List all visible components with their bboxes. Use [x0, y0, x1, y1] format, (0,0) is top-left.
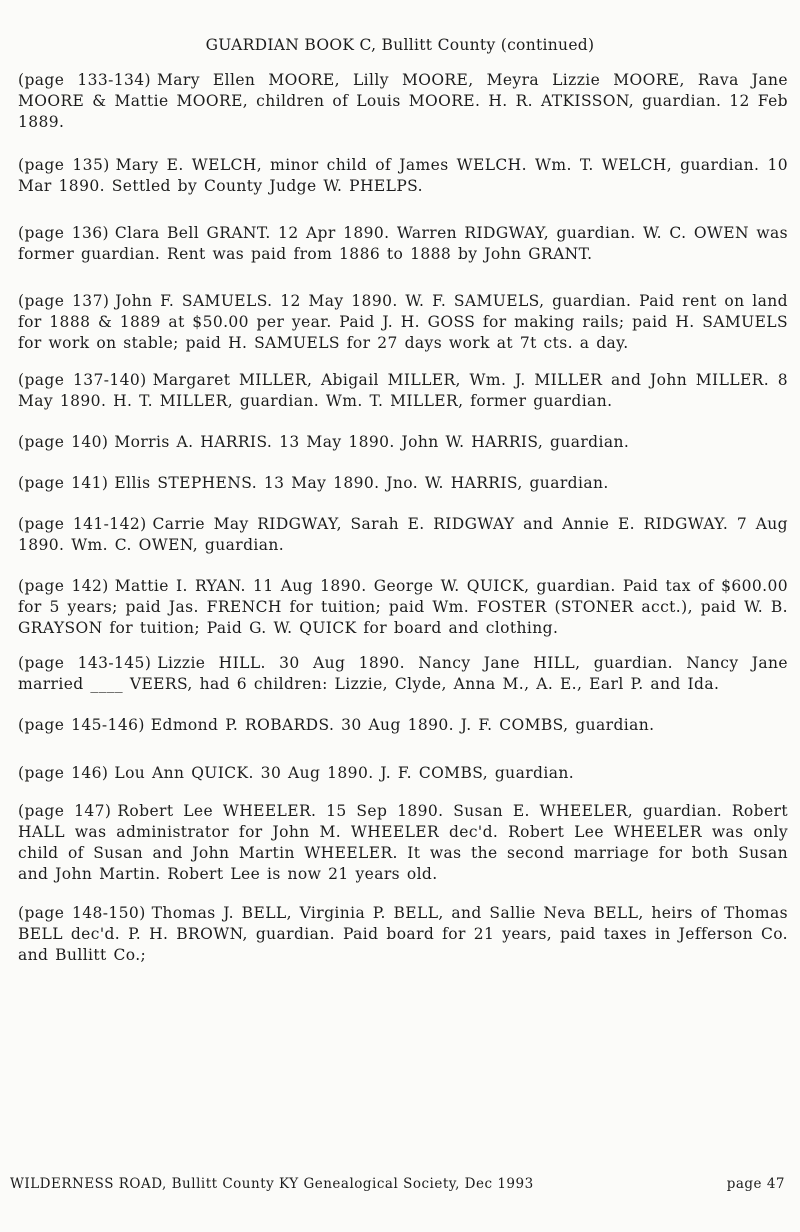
footer-page-number: page 47	[726, 1176, 785, 1192]
entry	[18, 653, 788, 695]
entry	[18, 432, 788, 453]
entry-page-ref: (page 135)	[18, 156, 110, 174]
entry	[18, 576, 788, 639]
entry-text: Edmond P. ROBARDS. 30 Aug 1890. J. F. COMBS, guardian.	[150, 716, 655, 734]
entry	[18, 763, 788, 784]
entry-text: Morris A. HARRIS. 13 May 1890. John W. HARRIS, guardian.	[114, 433, 630, 451]
entry	[18, 223, 788, 265]
entry-page-ref: (page 143-145)	[18, 654, 152, 672]
entry-text: Lizzie HILL. 30 Aug 1890. Nancy Jane HILL, guardian. Nancy Jane married ____ VEERS, had 6 children: Lizzie, Clyde, Anna M., A. E., Earl P. and Ida.	[18, 654, 788, 693]
entry	[18, 903, 788, 966]
entry-page-ref: (page 146)	[18, 764, 109, 782]
entry-page-ref: (page 140)	[18, 433, 109, 451]
entry-text: Mary E. WELCH, minor child of James WELCH. Wm. T. WELCH, guardian. 10 Mar 1890. Settled by County Judge W. PHELPS.	[18, 156, 788, 195]
entry	[18, 70, 788, 133]
entry-text: Margaret MILLER, Abigail MILLER, Wm. J. MILLER and John MILLER. 8 May 1890. H. T. MILLER, guardian. Wm. T. MILLER, former guardian.	[18, 371, 789, 410]
page-footer	[10, 1176, 785, 1192]
entry-page-ref: (page 137)	[18, 292, 110, 310]
entry-page-ref: (page 145-146)	[18, 716, 145, 734]
entry	[18, 473, 788, 494]
entry	[18, 370, 788, 412]
entry-page-ref: (page 141)	[18, 474, 109, 492]
entry-text: Robert Lee WHEELER. 15 Sep 1890. Susan E. WHEELER, guardian. Robert HALL was administrator for John M. WHEELER dec'd. Robert Lee WHEELER was only child of Susan and John Martin WHEELER. It was the second marriage for both Susan and John Martin. Robert Lee is now 21 years old.	[18, 802, 788, 883]
entry-text: Lou Ann QUICK. 30 Aug 1890. J. F. COMBS, guardian.	[114, 764, 575, 782]
footer-publication: WILDERNESS ROAD, Bullitt County KY Genealogical Society, Dec 1993	[10, 1176, 534, 1192]
entry-page-ref: (page 141-142)	[18, 515, 147, 533]
entry	[18, 715, 788, 736]
entry	[18, 801, 788, 885]
entry	[18, 155, 788, 197]
entry-text: Mary Ellen MOORE, Lilly MOORE, Meyra Lizzie MOORE, Rava Jane MOORE & Mattie MOORE, children of Louis MOORE. H. R. ATKISSON, guardian. 12 Feb 1889.	[18, 71, 788, 131]
entry-page-ref: (page 136)	[18, 224, 109, 242]
entry	[18, 514, 788, 556]
entry-page-ref: (page 147)	[18, 802, 112, 820]
entry	[18, 291, 788, 354]
entry-page-ref: (page 142)	[18, 577, 109, 595]
page-header: GUARDIAN BOOK C, Bullitt County (continued)	[205, 36, 595, 54]
entries-list	[18, 70, 788, 988]
entry-text: Carrie May RIDGWAY, Sarah E. RIDGWAY and Annie E. RIDGWAY. 7 Aug 1890. Wm. C. OWEN, guardian.	[18, 515, 788, 554]
entry-page-ref: (page 148-150)	[18, 904, 146, 922]
entry-page-ref: (page 137-140)	[18, 371, 147, 389]
entry-page-ref: (page 133-134)	[18, 71, 151, 89]
entry-text: Thomas J. BELL, Virginia P. BELL, and Sallie Neva BELL, heirs of Thomas BELL dec'd. P. H. BROWN, guardian. Paid board for 21 years, paid taxes in Jefferson Co. and Bullitt Co.;	[18, 904, 788, 964]
entry-text: John F. SAMUELS. 12 May 1890. W. F. SAMUELS, guardian. Paid rent on land for 1888 & 1889 at $50.00 per year. Paid J. H. GOSS for making rails; paid H. SAMUELS for work on stable; paid H. SAMUELS for 27 days work at 7t cts. a day.	[18, 292, 788, 352]
entry-text: Mattie I. RYAN. 11 Aug 1890. George W. QUICK, guardian. Paid tax of $600.00 for 5 years; paid Jas. FRENCH for tuition; paid Wm. FOSTER (STONER acct.), paid W. B. GRAYSON for tuition; Paid G. W. QUICK for board and clothing.	[18, 577, 788, 637]
entry-text: Ellis STEPHENS. 13 May 1890. Jno. W. HARRIS, guardian.	[114, 474, 609, 492]
entry-text: Clara Bell GRANT. 12 Apr 1890. Warren RIDGWAY, guardian. W. C. OWEN was former guardian. Rent was paid from 1886 to 1888 by John GRANT.	[18, 224, 788, 263]
